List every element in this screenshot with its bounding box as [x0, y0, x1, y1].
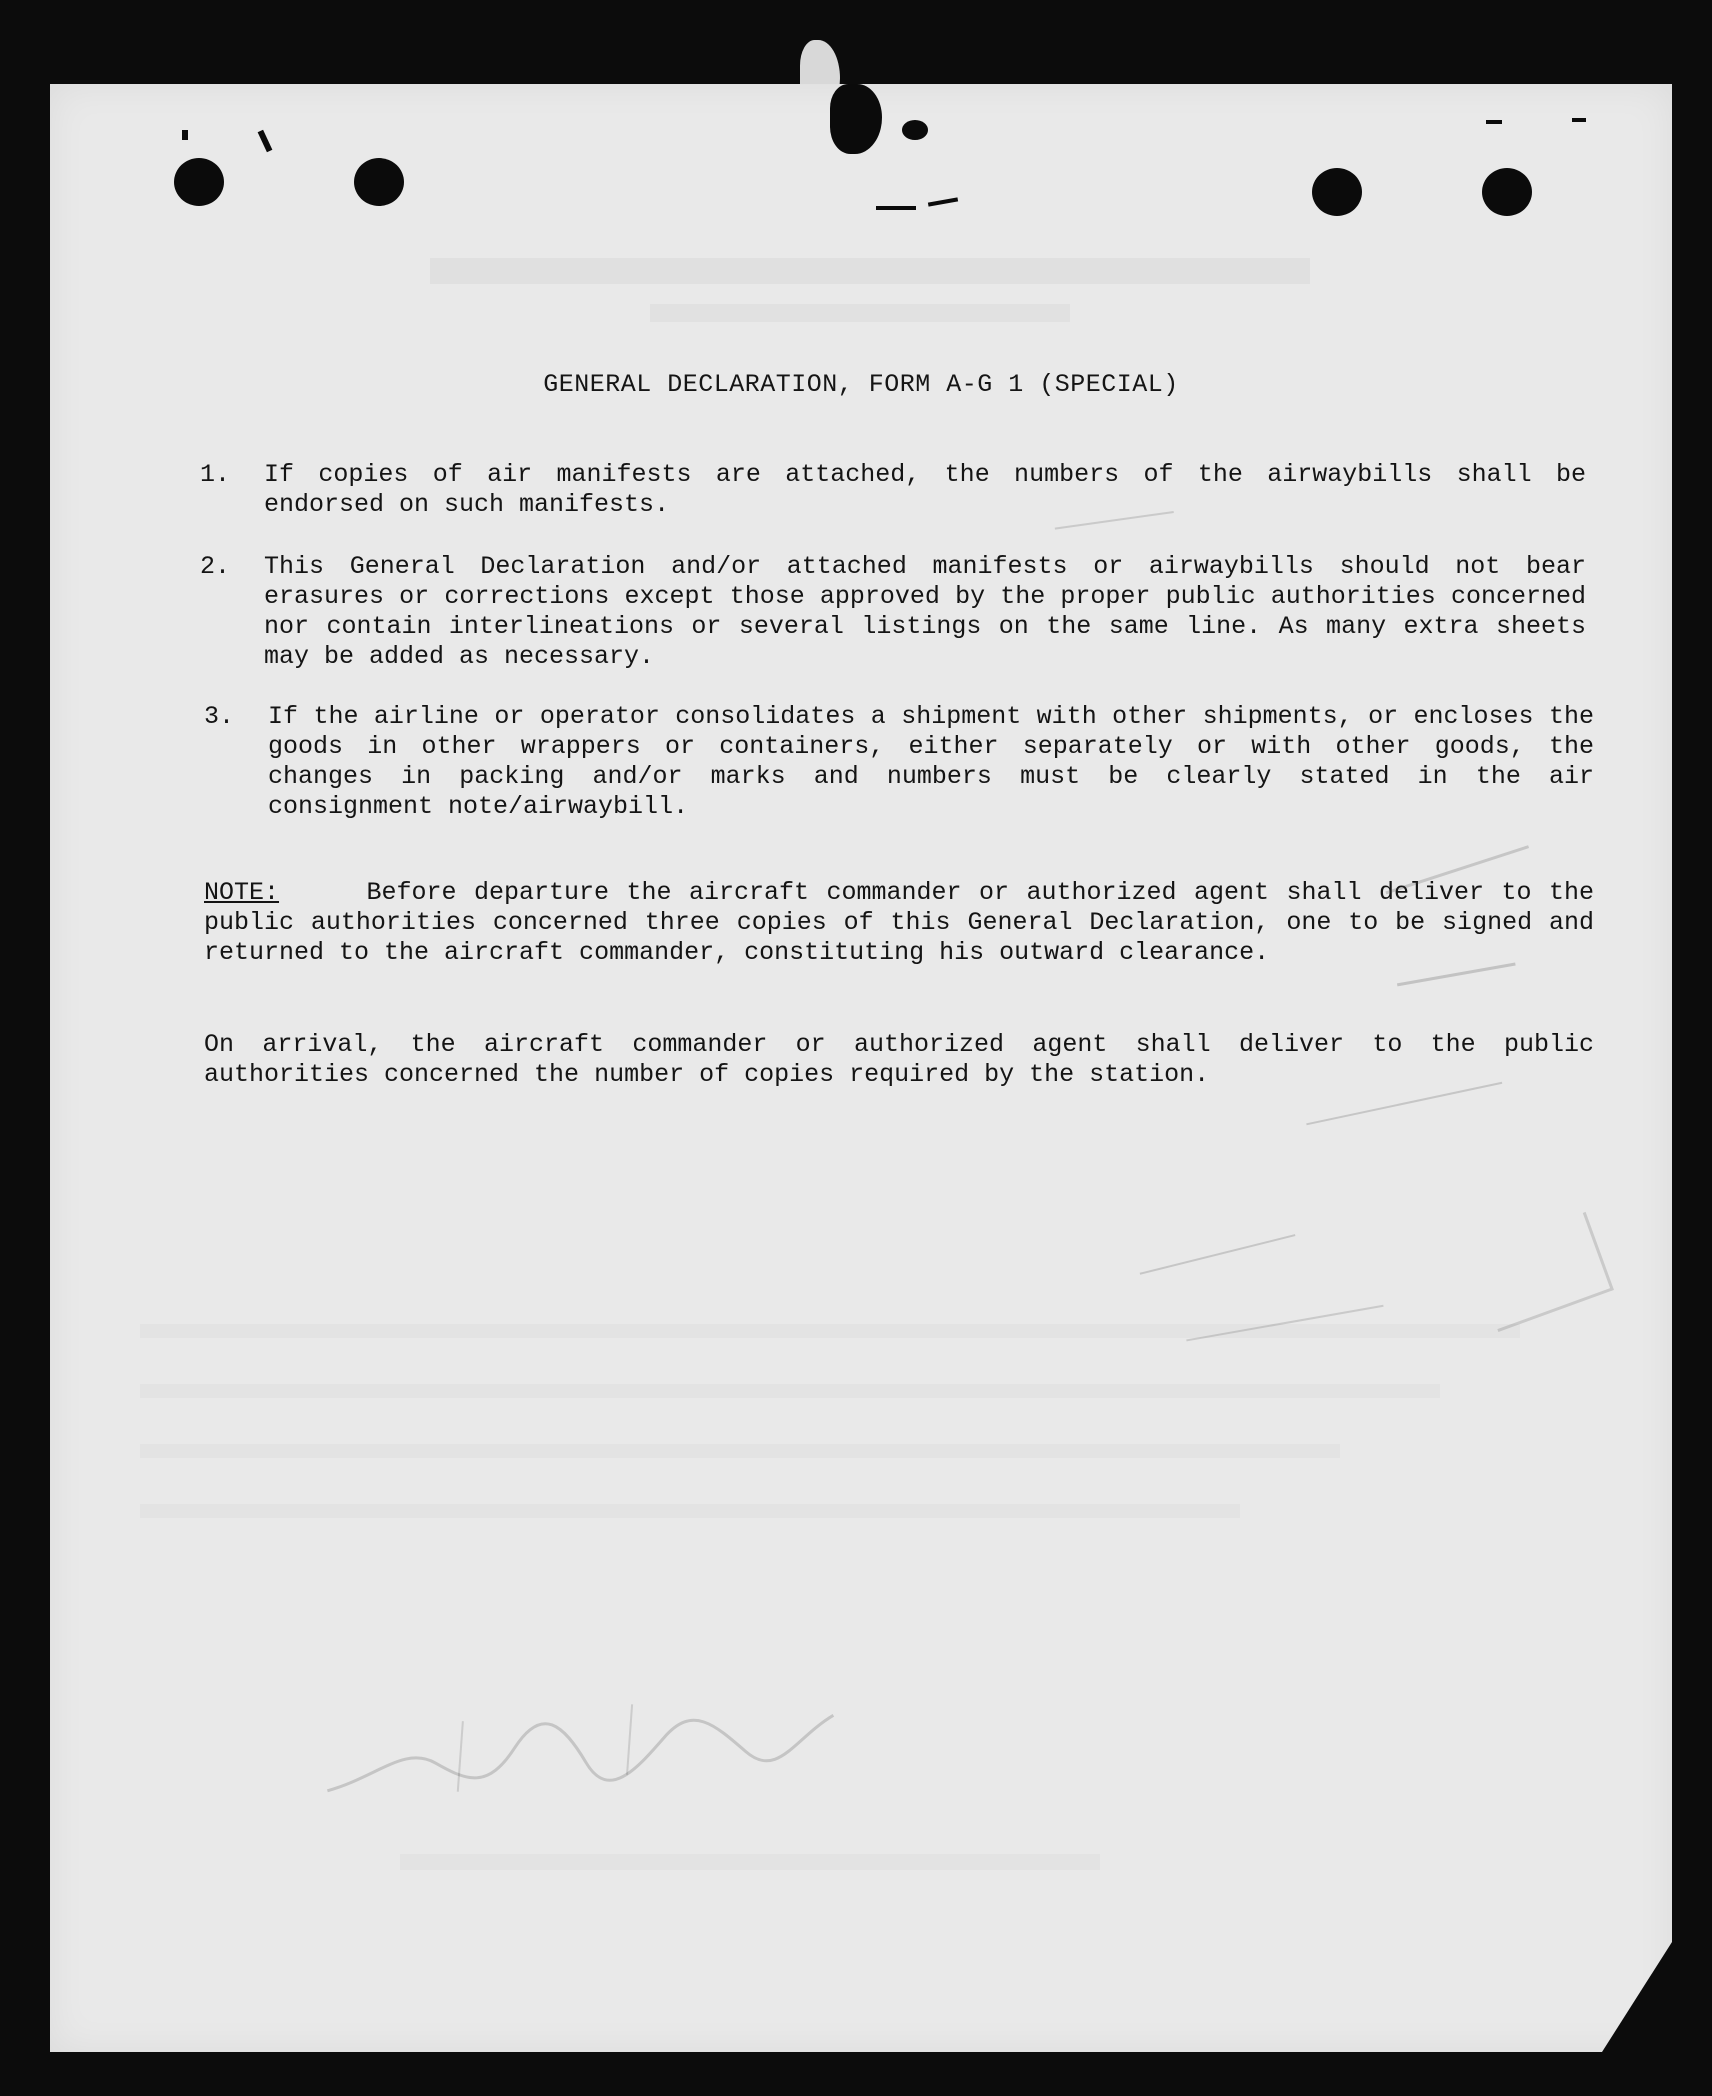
punch-hole-icon [1312, 168, 1362, 216]
ink-blot [902, 120, 928, 140]
document-title: GENERAL DECLARATION, FORM A-G 1 (SPECIAL) [543, 370, 1179, 399]
ink-dash [928, 197, 958, 206]
item-text: If copies of air manifests are attached, the numbers of the airwaybills shall be endorsed on such manifests. [264, 460, 1586, 519]
page-corner-fold [1602, 1942, 1672, 2052]
note-label: NOTE: [204, 878, 280, 907]
ink-speck [1572, 118, 1586, 122]
item-number: 2. [200, 552, 231, 581]
item-number: 1. [200, 460, 231, 489]
handwritten-mark [1470, 1212, 1614, 1332]
bleed-through-line [430, 258, 1310, 284]
item-text: This General Declaration and/or attached manifests or airwaybills should not bear erasures or corrections except those approved by the proper public authorities concerned nor contain interlineations or several listings on the same line. As many extra sheets may be added as necessary. [264, 552, 1586, 671]
list-item [204, 702, 1594, 822]
punch-hole-icon [354, 158, 404, 206]
handwritten-mark [1130, 1195, 1295, 1274]
signature-mark [312, 1673, 878, 1822]
item-number: 3. [204, 702, 235, 731]
note-text: Before departure the aircraft commander or authorized agent shall deliver to the public authorities concerned three copies of this General Declaration, one to be signed and returned to the aircraft commander, constituting his outward clearance. [204, 878, 1595, 967]
punch-hole-icon [174, 158, 224, 206]
bleed-through-line [140, 1324, 1520, 1338]
bleed-through-line [140, 1444, 1340, 1458]
list-item [200, 460, 1586, 520]
ink-blot [830, 84, 882, 154]
item-text: If the airline or operator consolidates a shipment with other shipments, or encloses the goods in other wrappers or containers, either separately or with other goods, the changes in packing and/or marks and numbers must be clearly stated in the air consignment note/airwaybill. [268, 702, 1594, 821]
bleed-through-line [400, 1854, 1100, 1870]
bleed-through-line [140, 1504, 1240, 1518]
ink-speck [258, 130, 273, 152]
ink-speck [182, 130, 188, 140]
bleed-through-line [650, 304, 1070, 322]
arrival-paragraph: On arrival, the aircraft commander or authorized agent shall deliver to the public authorities concerned the number of copies required by the station. [204, 1030, 1594, 1089]
ink-speck [1486, 120, 1502, 124]
list-item [200, 552, 1586, 672]
ink-dash [876, 206, 916, 210]
bleed-through-line [140, 1384, 1440, 1398]
punch-hole-icon [1482, 168, 1532, 216]
document-page [50, 84, 1672, 2052]
